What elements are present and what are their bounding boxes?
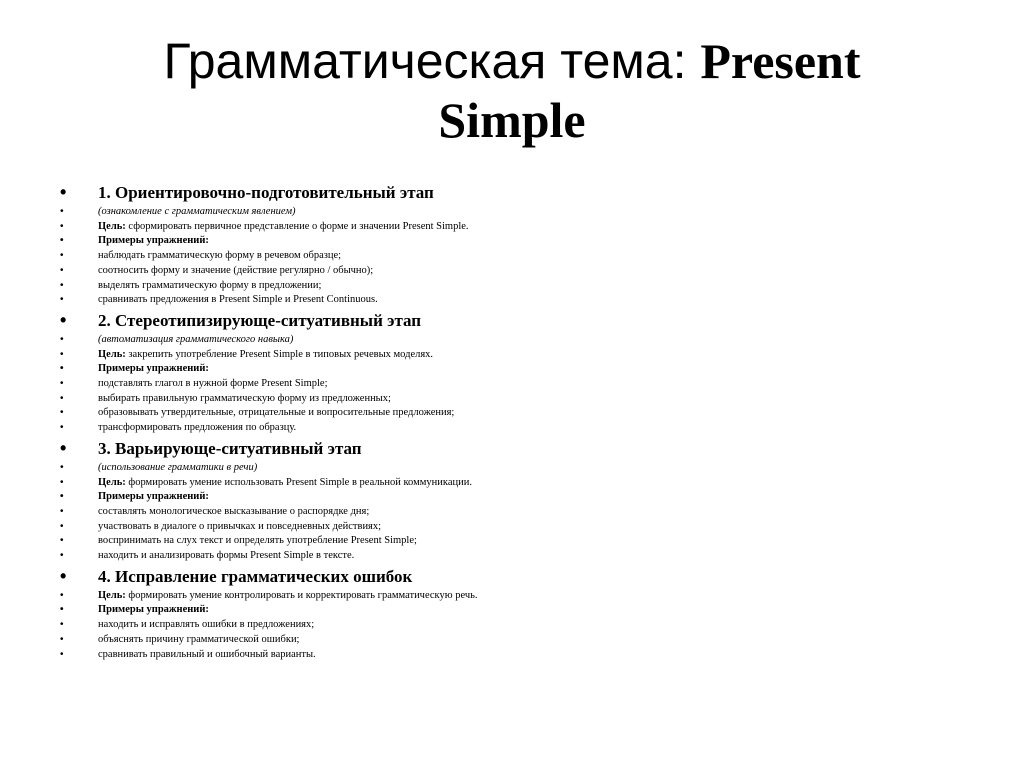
title-emphasis-line2: Simple [438, 92, 586, 148]
section-goal [60, 348, 960, 363]
list-item: • сравнивать предложения в Present Simple и Present Continuous. [60, 293, 960, 308]
title-prefix: Грамматическая тема: [163, 33, 701, 89]
section-heading: • 3. Варьирующе-ситуативный этап [60, 436, 960, 461]
list-item: • выбирать правильную грамматическую форму из предложенных; [60, 392, 960, 407]
goal-label: Цель: [98, 589, 126, 601]
section-note: • (автоматизация грамматического навыка) [60, 333, 960, 348]
goal-text: закрепить употребление Present Simple в типовых речевых моделях. [125, 348, 434, 360]
list-item: • объяснять причину грамматической ошибки; [60, 633, 960, 648]
goal-text: формировать умение контролировать и корректировать грамматическую речь. [125, 589, 478, 601]
bullet-list [60, 180, 960, 662]
list-item: • сравнивать правильный и ошибочный варианты. [60, 648, 960, 663]
section-heading: • 1. Ориентировочно-подготовительный этап [60, 180, 960, 205]
goal-label: Цель: [98, 220, 126, 232]
list-item: • наблюдать грамматическую форму в речевом образце; [60, 249, 960, 264]
list-item: • участвовать в диалоге о привычках и повседневных действиях; [60, 520, 960, 535]
slide-title [60, 32, 964, 150]
list-item: • соотносить форму и значение (действие регулярно / обычно); [60, 264, 960, 279]
list-item: • находить и исправлять ошибки в предложениях; [60, 618, 960, 633]
section-note: • (использование грамматики в речи) [60, 461, 960, 476]
list-item: • выделять грамматическую форму в предложении; [60, 279, 960, 294]
section-goal [60, 220, 960, 235]
section-heading: • 2. Стереотипизирующе-ситуативный этап [60, 308, 960, 333]
list-item: • трансформировать предложения по образцу. [60, 421, 960, 436]
section-heading: • 4. Исправление грамматических ошибок [60, 564, 960, 589]
examples-label: • Примеры упражнений: [60, 603, 960, 618]
list-item: • образовывать утвердительные, отрицательные и вопросительные предложения; [60, 406, 960, 421]
section-note: • (ознакомление с грамматическим явлением) [60, 205, 960, 220]
section-goal [60, 589, 960, 604]
examples-label: • Примеры упражнений: [60, 362, 960, 377]
list-item: • составлять монологическое высказывание о распорядке дня; [60, 505, 960, 520]
list-item: • подставлять глагол в нужной форме Present Simple; [60, 377, 960, 392]
examples-label: • Примеры упражнений: [60, 490, 960, 505]
goal-label: Цель: [98, 348, 126, 360]
examples-label: • Примеры упражнений: [60, 234, 960, 249]
goal-label: Цель: [98, 476, 126, 488]
section-goal [60, 476, 960, 491]
title-emphasis-line1: Present [700, 33, 861, 89]
list-item: • воспринимать на слух текст и определять употребление Present Simple; [60, 534, 960, 549]
goal-text: формировать умение использовать Present Simple в реальной коммуникации. [125, 476, 472, 488]
goal-text: сформировать первичное представление о форме и значении Present Simple. [125, 220, 469, 232]
list-item: • находить и анализировать формы Present Simple в тексте. [60, 549, 960, 564]
